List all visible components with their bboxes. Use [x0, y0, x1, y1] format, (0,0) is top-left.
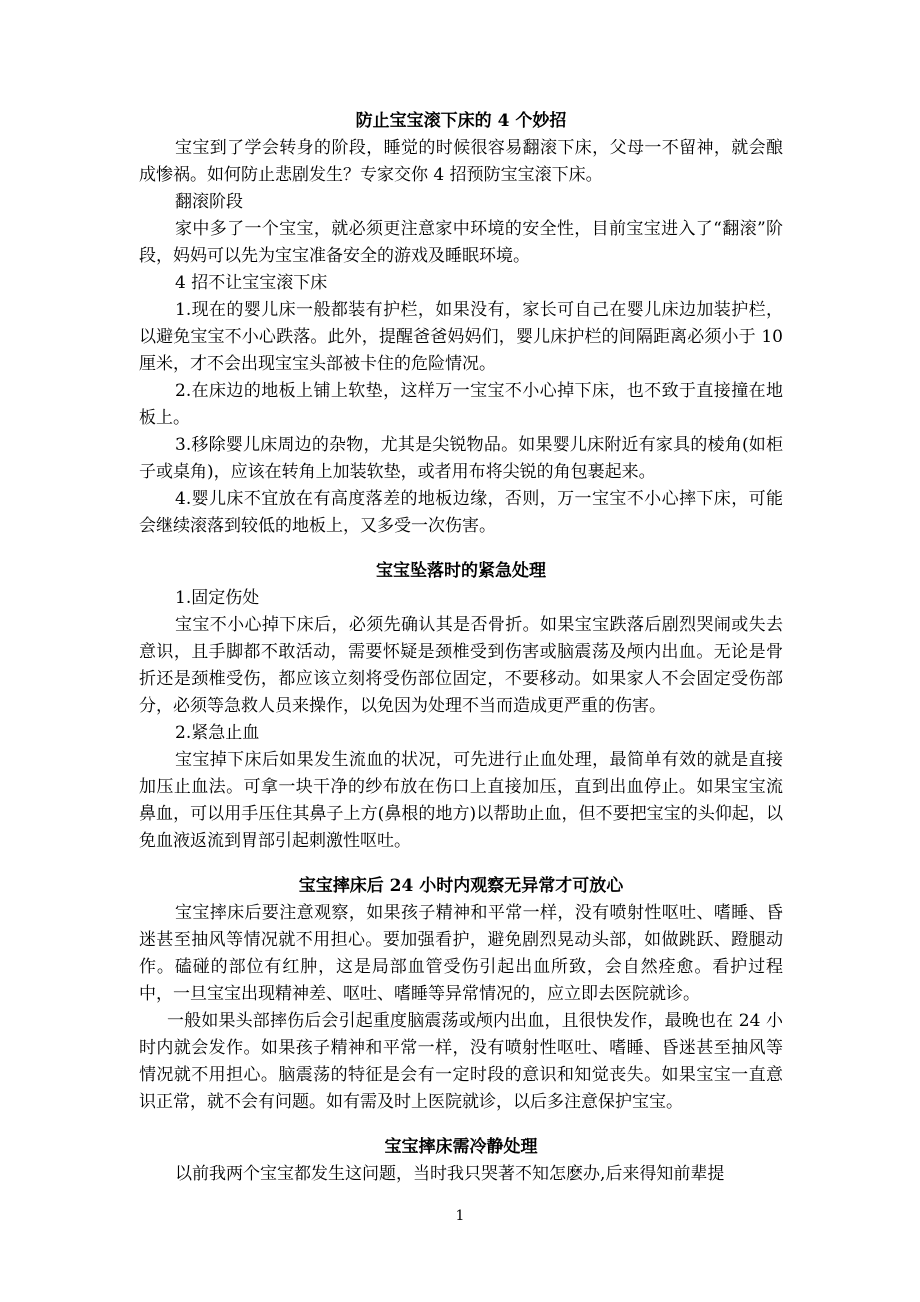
section-title: 防止宝宝滚下床的 4 个妙招 — [355, 111, 567, 131]
section-title: 宝宝坠落时的紧急处理 — [376, 561, 546, 581]
subheading: 4 招不让宝宝滚下床 — [175, 273, 328, 293]
paragraph: 宝宝到了学会转身的阶段，睡觉的时候很容易翻滚下床，父母一不留神，就会酿成惨祸。如何防止悲剧发生？专家交你 4 招预防宝宝滚下床。 — [139, 138, 783, 185]
subheading: 2.紧急止血 — [175, 723, 260, 743]
subheading: 1.固定伤处 — [175, 588, 260, 608]
paragraph: 宝宝摔床后要注意观察，如果孩子精神和平常一样，没有喷射性呕吐、嗜睡、昏迷甚至抽风等情况就不用担心。要加强看护，避免剧烈晃动头部，如做跳跃、蹬腿动作。磕碰的部位有红肿，这是局部血管受伤引起出血所致，会自然痊愈。看护过程中，一旦宝宝出现精神差、呕吐、嗜睡等异常情况的，应立即去医院就诊。 — [139, 903, 783, 1004]
subheading: 翻滚阶段 — [175, 192, 243, 212]
section-title: 宝宝摔床后 24 小时内观察无异常才可放心 — [298, 876, 624, 896]
paragraph: 宝宝不小心掉下床后，必须先确认其是否骨折。如果宝宝跌落后剧烈哭闹或失去意识，且手脚都不敢活动，需要怀疑是颈椎受到伤害或脑震荡及颅内出血。无论是骨折还是颈椎受伤，都应该立刻将受伤部位固定，不要移动。如果家人不会固定受伤部分，必须等急救人员来操作，以免因为处理不当而造成更严重的伤害。 — [139, 615, 783, 716]
paragraph: 2.在床边的地板上铺上软垫，这样万一宝宝不小心掉下床，也不致于直接撞在地板上。 — [139, 381, 783, 428]
paragraph: 1.现在的婴儿床一般都装有护栏，如果没有，家长可自己在婴儿床边加装护栏，以避免宝宝不小心跌落。此外，提醒爸爸妈妈们，婴儿床护栏的间隔距离必须小于 10 厘米，才不会出现宝宝头部被卡住的危险情况。 — [139, 300, 783, 374]
page-number: 1 — [455, 1208, 465, 1224]
paragraph: 家中多了一个宝宝，就必须更注意家中环境的安全性，目前宝宝进入了“翻滚”阶段，妈妈可以先为宝宝准备安全的游戏及睡眠环境。 — [139, 219, 783, 266]
paragraph: 一般如果头部摔伤后会引起重度脑震荡或颅内出血，且很快发作，最晚也在 24 小时内就会发作。如果孩子精神和平常一样，没有喷射性呕吐、嗜睡、昏迷甚至抽风等情况就不用担心。脑震荡的特征是会有一定时段的意识和知觉丧失。如果宝宝一直意识正常，就不会有问题。如有需及时上医院就诊，以后多注意保护宝宝。 — [139, 1011, 783, 1112]
paragraph: 3.移除婴儿床周边的杂物，尤其是尖锐物品。如果婴儿床附近有家具的棱角(如柜子或桌角)，应该在转角上加装软垫，或者用布将尖锐的角包裹起来。 — [139, 435, 783, 482]
section-title: 宝宝摔床需冷静处理 — [384, 1137, 538, 1157]
paragraph: 以前我两个宝宝都发生这问题，当时我只哭著不知怎麽办,后来得知前辈提 — [175, 1164, 725, 1184]
paragraph: 4.婴儿床不宜放在有高度落差的地板边缘，否则，万一宝宝不小心摔下床，可能会继续滚落到较低的地板上，又多受一次伤害。 — [139, 489, 783, 536]
document-page — [139, 108, 783, 1188]
paragraph: 宝宝掉下床后如果发生流血的状况，可先进行止血处理，最简单有效的就是直接加压止血法。可拿一块干净的纱布放在伤口上直接加压，直到出血停止。如果宝宝流鼻血，可以用手压住其鼻子上方(鼻根的地方)以帮助止血，但不要把宝宝的头仰起，以免血液返流到胃部引起刺激性呕吐。 — [139, 750, 783, 851]
